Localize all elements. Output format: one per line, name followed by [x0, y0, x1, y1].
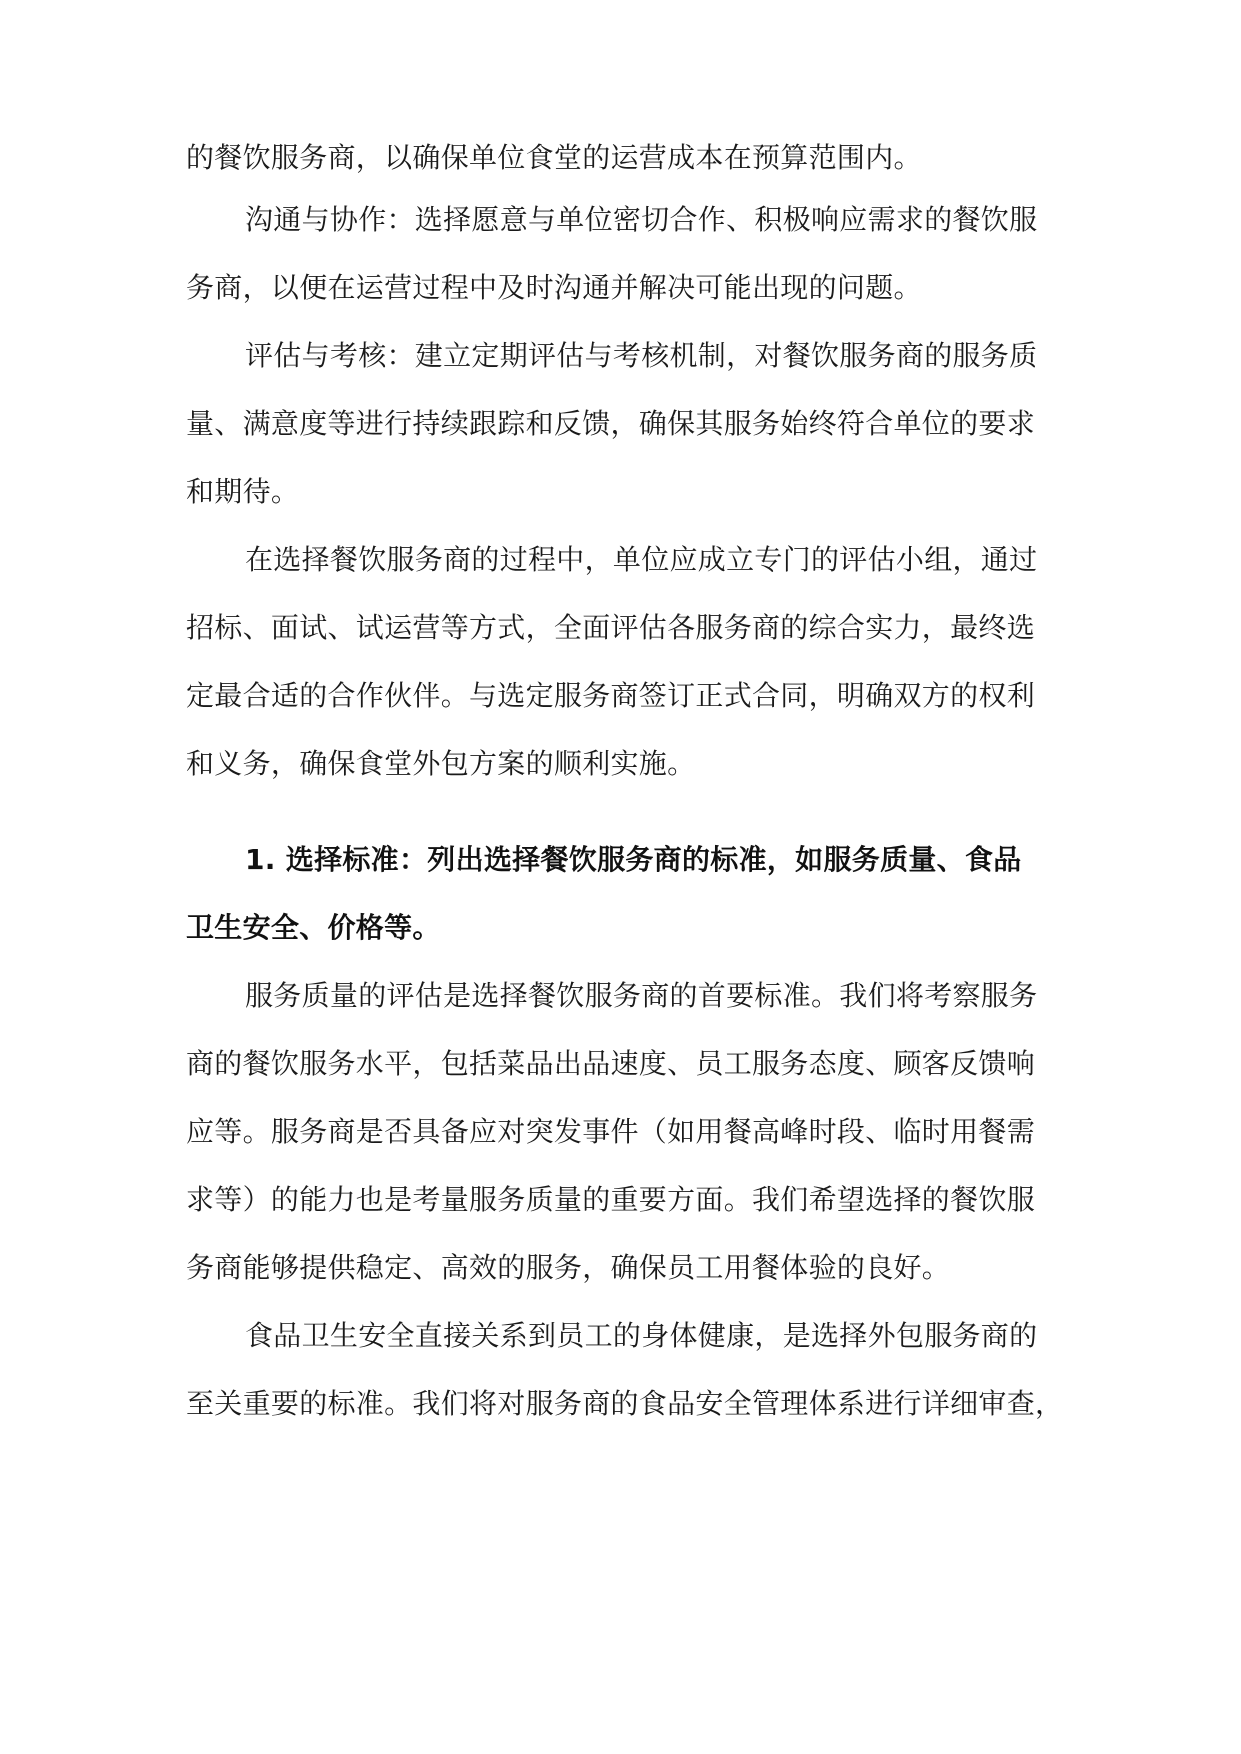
paragraph-line: 食品卫生安全直接关系到员工的身体健康，是选择外包服务商的	[245, 1319, 1038, 1352]
paragraph-line: 商的餐饮服务水平，包括菜品出品速度、员工服务态度、顾客反馈响	[186, 1047, 1036, 1080]
section-heading: 1. 选择标准：列出选择餐饮服务商的标准，如服务质量、食品	[245, 843, 1022, 876]
paragraph-line: 至关重要的标准。我们将对服务商的食品安全管理体系进行详细审查，	[186, 1387, 1064, 1420]
paragraph-line: 评估与考核：建立定期评估与考核机制，对餐饮服务商的服务质	[245, 339, 1038, 372]
section-heading: 卫生安全、价格等。	[186, 911, 441, 944]
paragraph-line: 招标、面试、试运营等方式，全面评估各服务商的综合实力，最终选	[186, 611, 1036, 644]
paragraph-line: 的餐饮服务商，以确保单位食堂的运营成本在预算范围内。	[186, 141, 922, 174]
paragraph-line: 务商，以便在运营过程中及时沟通并解决可能出现的问题。	[186, 271, 922, 304]
paragraph-line: 务商能够提供稳定、高效的服务，确保员工用餐体验的良好。	[186, 1251, 951, 1284]
paragraph-line: 定最合适的合作伙伴。与选定服务商签订正式合同，明确双方的权利	[186, 679, 1036, 712]
paragraph-line: 求等）的能力也是考量服务质量的重要方面。我们希望选择的餐饮服	[186, 1183, 1036, 1216]
paragraph-line: 量、满意度等进行持续跟踪和反馈，确保其服务始终符合单位的要求	[186, 407, 1036, 440]
paragraph-line: 服务质量的评估是选择餐饮服务商的首要标准。我们将考察服务	[245, 979, 1038, 1012]
paragraph-line: 应等。服务商是否具备应对突发事件（如用餐高峰时段、临时用餐需	[186, 1115, 1036, 1148]
paragraph-line: 沟通与协作：选择愿意与单位密切合作、积极响应需求的餐饮服	[245, 203, 1038, 236]
paragraph-line: 和期待。	[186, 475, 300, 508]
paragraph-line: 和义务，确保食堂外包方案的顺利实施。	[186, 747, 696, 780]
paragraph-line: 在选择餐饮服务商的过程中，单位应成立专门的评估小组，通过	[245, 543, 1038, 576]
